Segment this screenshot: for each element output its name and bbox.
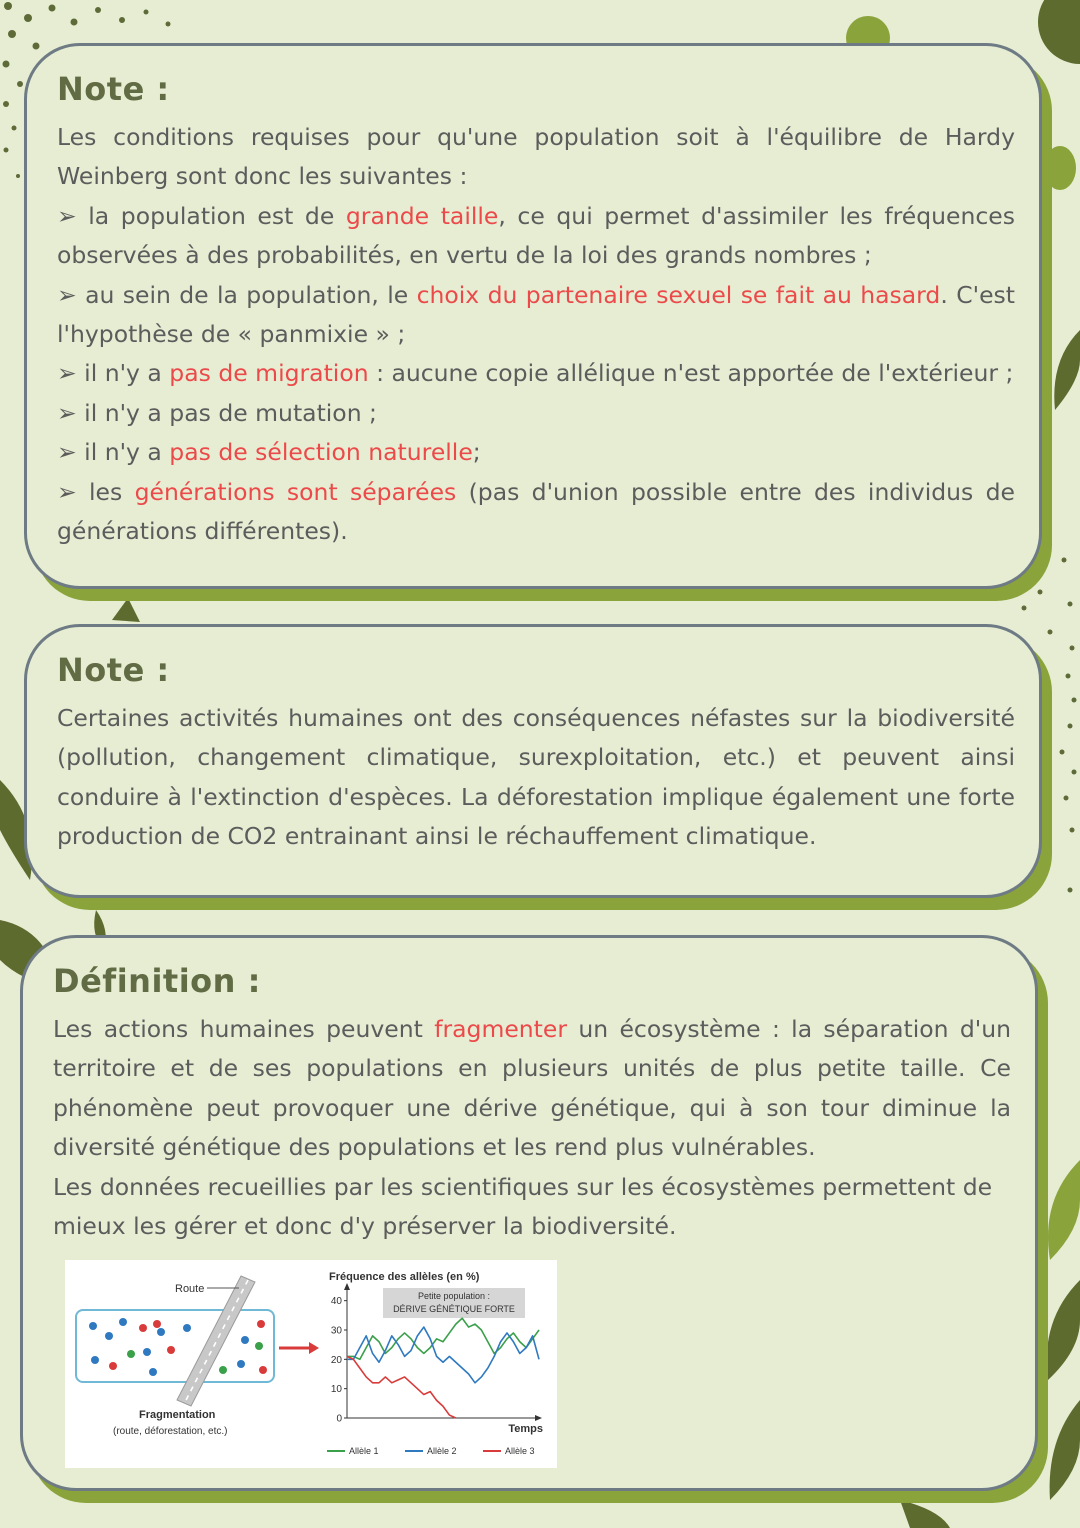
condition-no-selection: ➢ il n'y a pas de sélection naturelle;: [57, 438, 481, 467]
note-title: Note :: [57, 70, 170, 108]
note-intro: [57, 118, 1015, 197]
highlight-random-mating: choix du partenaire sexuel se fait au hasard: [416, 280, 941, 309]
territory-box: [76, 1310, 274, 1382]
highlight-no-migration: pas de migration: [169, 359, 369, 388]
series-line-allele-3: [347, 1356, 456, 1418]
highlight-large-size: grande taille: [345, 201, 499, 230]
series-line-allele-1: [347, 1318, 539, 1359]
chart-title: Fréquence des allèles (en %): [329, 1271, 480, 1283]
condition-no-migration: ➢ il n'y a pas de migration : aucune copie allélique n'est apportée de l'extérieur ; ➢ il n'y a pas de mutation ;: [57, 359, 1014, 427]
legend-allele-2: Allèle 2: [427, 1446, 457, 1456]
chart-legend: [327, 1446, 535, 1456]
legend-allele-3: Allèle 3: [505, 1446, 535, 1456]
note-card-human-activities: [24, 624, 1042, 898]
transition-arrow-head: [309, 1342, 319, 1354]
highlight-fragmenter: fragmenter: [434, 1015, 568, 1043]
note-title: Note :: [57, 651, 170, 689]
y-axis-arrowhead: [344, 1283, 350, 1290]
condition-random-mating: ➢ au sein de la population, le choix du partenaire sexuel se fait au hasard. C'est l'hypothèse de « panmixie » ;: [57, 280, 1015, 349]
route-label: Route: [175, 1283, 205, 1295]
fragmentation-figure: [65, 1260, 557, 1468]
note-card-hardy-weinberg: [24, 43, 1042, 589]
allele-frequency-chart: [327, 1271, 543, 1456]
condition-large-size: ➢ la population est de grande taille, ce qui permet d'assimiler les fréquences observées à des probabilités, en vertu de la loi des grands nombres ;: [57, 201, 1015, 270]
y-tick-label-30: 30: [330, 1325, 342, 1337]
highlight-no-selection: pas de sélection naturelle: [169, 438, 473, 467]
definition-paragraph-1: Les actions humaines peuvent fragmenter un écosystème : la séparation d'un territoire et de ses populations en plusieurs unités de plus petite taille. Ce phénomène peut provoquer une dérive génétique, qui à son tour diminue la diversité génétique des populations et les rend plus vulnérables.: [53, 1015, 1012, 1162]
y-tick-label-40: 40: [330, 1296, 342, 1308]
note-intro-text: Les conditions requises pour qu'une population soit à l'équilibre de Hardy Weinberg sont donc les suivantes :: [57, 123, 1015, 191]
fragmentation-sublabel: (route, déforestation, etc.): [113, 1426, 228, 1437]
highlight-separate-generations: générations sont séparées: [134, 477, 457, 506]
y-tick-label-0: 0: [336, 1413, 342, 1425]
definition-title: Définition :: [53, 962, 261, 1000]
x-axis-arrowhead: [535, 1415, 542, 1421]
condition-separate-generations: ➢ les générations sont séparées (pas d'union possible entre des individus de générations différentes).: [57, 477, 1015, 546]
definition-paragraph-2: Les données recueillies par les scientifiques sur les écosystèmes permettent de mieux les gérer et donc d'y préserver la biodiversité.: [53, 1172, 993, 1241]
fragmentation-label: Fragmentation: [139, 1409, 216, 1421]
y-tick-label-10: 10: [330, 1384, 342, 1396]
chart-annotation-line2: DÉRIVE GÉNÉTIQUE FORTE: [393, 1304, 515, 1314]
legend-allele-1: Allèle 1: [349, 1446, 379, 1456]
fragmentation-figure-svg: [65, 1260, 557, 1468]
y-tick-label-20: 20: [330, 1354, 342, 1366]
definition-card-fragmentation: [20, 935, 1038, 1491]
note-text: Certaines activités humaines ont des conséquences néfastes sur la biodiversité (pollution, changement climatique, surexploitation, etc.) et peuvent ainsi conduire à l'extinction d'espèces. La déforestation implique également une forte production de CO2 entrainant ainsi le réchauffement climatique.: [57, 704, 1015, 851]
x-axis-label: Temps: [508, 1423, 543, 1435]
chart-annotation-line1: Petite population :: [417, 1291, 491, 1301]
